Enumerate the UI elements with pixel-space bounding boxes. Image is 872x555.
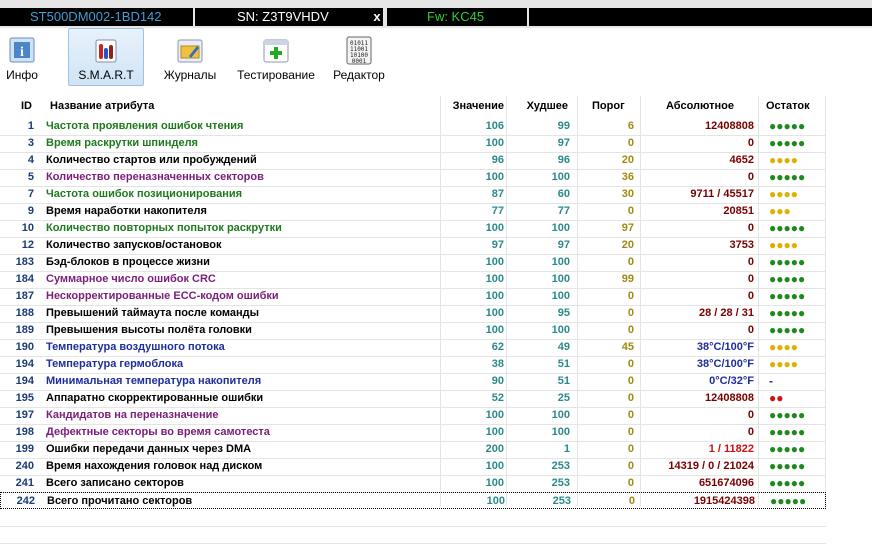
attribute-name: Суммарное число ошибок CRC bbox=[46, 273, 216, 285]
attribute-value: 106 bbox=[485, 120, 504, 132]
table-row[interactable] bbox=[0, 492, 826, 509]
attribute-worst: 96 bbox=[557, 154, 570, 166]
attribute-raw: 651674096 bbox=[698, 477, 754, 489]
attribute-threshold: 0 bbox=[628, 495, 635, 507]
attribute-name: Температура воздушного потока bbox=[46, 341, 225, 353]
attribute-threshold: 45 bbox=[621, 341, 634, 353]
attribute-value: 100 bbox=[486, 495, 505, 507]
attribute-remaining: ●●●●● bbox=[769, 170, 806, 184]
table-row[interactable] bbox=[0, 407, 826, 425]
testing-plus-icon bbox=[260, 34, 292, 66]
attribute-id: 5 bbox=[27, 171, 34, 183]
attribute-value: 38 bbox=[491, 358, 504, 370]
attribute-value: 100 bbox=[485, 460, 504, 472]
attribute-threshold: 20 bbox=[621, 239, 634, 251]
toolbar-testing-label: Тестирование bbox=[237, 68, 315, 82]
table-row[interactable] bbox=[0, 441, 826, 459]
attribute-name: Кандидатов на переназначение bbox=[46, 409, 219, 421]
svg-text:10100: 10100 bbox=[349, 52, 369, 59]
attribute-value: 97 bbox=[491, 239, 504, 251]
attribute-raw: 20851 bbox=[723, 205, 754, 217]
svg-text:i: i bbox=[20, 45, 24, 60]
attribute-id: 4 bbox=[27, 154, 34, 166]
attribute-remaining: ●●● bbox=[769, 204, 791, 218]
attribute-value: 100 bbox=[485, 290, 504, 302]
toolbar-logs-label: Журналы bbox=[163, 68, 217, 82]
attribute-name: Ошибки передачи данных через DMA bbox=[46, 443, 252, 455]
attribute-raw: 4652 bbox=[729, 154, 754, 166]
attribute-worst: 51 bbox=[557, 358, 570, 370]
attribute-raw: 38°C/100°F bbox=[696, 358, 754, 370]
attribute-name: Количество повторных попыток раскрутки bbox=[46, 222, 282, 234]
empty-row bbox=[0, 526, 826, 544]
table-row[interactable] bbox=[0, 373, 826, 391]
attribute-threshold: 0 bbox=[627, 290, 634, 302]
toolbar-testing-button[interactable] bbox=[234, 28, 318, 88]
attribute-name: Время нахождения головок над диском bbox=[46, 460, 263, 472]
toolbar-logs-button[interactable] bbox=[160, 28, 220, 88]
attribute-remaining: ●●●● bbox=[769, 238, 798, 252]
attribute-worst: 60 bbox=[557, 188, 570, 200]
empty-row bbox=[0, 509, 826, 527]
attribute-threshold: 0 bbox=[627, 409, 634, 421]
attribute-name: Время раскрутки шпинделя bbox=[46, 137, 198, 149]
table-row[interactable] bbox=[0, 322, 826, 340]
attribute-threshold: 0 bbox=[627, 307, 634, 319]
svg-text:01011: 01011 bbox=[349, 40, 369, 47]
attribute-raw: 0 bbox=[747, 273, 754, 285]
attribute-remaining: ●●●●● bbox=[769, 476, 806, 490]
toolbar-info-label: Инфо bbox=[6, 68, 38, 82]
table-row[interactable] bbox=[0, 390, 826, 408]
smart-test-tubes-icon bbox=[90, 34, 122, 66]
table-row[interactable] bbox=[0, 356, 826, 374]
attribute-name: Дефектные секторы во время самотеста bbox=[46, 426, 270, 438]
attribute-threshold: 0 bbox=[627, 256, 634, 268]
attribute-remaining: ●●●●● bbox=[769, 221, 806, 235]
attribute-raw: 9711 / 45517 bbox=[690, 188, 754, 200]
attribute-worst: 100 bbox=[551, 426, 570, 438]
attribute-value: 100 bbox=[485, 426, 504, 438]
attribute-id: 7 bbox=[27, 188, 34, 200]
attribute-id: 189 bbox=[15, 324, 34, 336]
attribute-name: Всего записано секторов bbox=[46, 477, 184, 489]
drive-firmware: Fw: KC45 bbox=[387, 8, 527, 26]
attribute-name: Время наработки накопителя bbox=[46, 205, 207, 217]
main-toolbar bbox=[0, 28, 872, 90]
table-row[interactable] bbox=[0, 237, 826, 255]
info-icon bbox=[6, 34, 38, 66]
attribute-id: 240 bbox=[15, 460, 34, 472]
attribute-raw: 0 bbox=[747, 409, 754, 421]
table-row[interactable] bbox=[0, 254, 826, 272]
attribute-value: 100 bbox=[485, 477, 504, 489]
table-row[interactable] bbox=[0, 288, 826, 306]
attribute-worst: 1 bbox=[563, 443, 570, 455]
attribute-worst: 97 bbox=[557, 137, 570, 149]
drive-model: ST500DM002-1BD142 bbox=[0, 8, 193, 26]
attribute-remaining: - bbox=[769, 374, 773, 388]
attribute-threshold: 0 bbox=[627, 392, 634, 404]
table-row[interactable] bbox=[0, 118, 826, 136]
attribute-raw: 0 bbox=[747, 171, 754, 183]
attribute-id: 1 bbox=[27, 120, 34, 132]
attribute-remaining: ●●●● bbox=[769, 340, 798, 354]
attribute-id: 197 bbox=[15, 409, 34, 421]
attribute-threshold: 6 bbox=[627, 120, 634, 132]
attribute-id: 199 bbox=[15, 443, 34, 455]
attribute-id: 190 bbox=[15, 341, 34, 353]
attribute-worst: 95 bbox=[557, 307, 570, 319]
attribute-worst: 77 bbox=[557, 205, 570, 217]
attribute-threshold: 36 bbox=[621, 171, 634, 183]
attribute-worst: 25 bbox=[557, 392, 570, 404]
column-header-id[interactable]: ID bbox=[21, 100, 32, 112]
column-header-name[interactable]: Название атрибута bbox=[50, 100, 155, 112]
attribute-threshold: 0 bbox=[627, 205, 634, 217]
attribute-value: 100 bbox=[485, 409, 504, 421]
attribute-remaining: ●●●●● bbox=[769, 442, 806, 456]
attribute-remaining: ●●●● bbox=[769, 357, 798, 371]
attribute-worst: 100 bbox=[551, 324, 570, 336]
svg-text:11001: 11001 bbox=[349, 46, 369, 53]
attribute-worst: 97 bbox=[557, 239, 570, 251]
attribute-threshold: 0 bbox=[627, 477, 634, 489]
attribute-name: Количество переназначенных секторов bbox=[46, 171, 264, 183]
attribute-raw: 0 bbox=[747, 324, 754, 336]
attribute-threshold: 0 bbox=[627, 137, 634, 149]
attribute-worst: 100 bbox=[551, 171, 570, 183]
table-row[interactable] bbox=[0, 152, 826, 170]
attribute-name: Количество запусков/остановок bbox=[46, 239, 222, 251]
table-row[interactable] bbox=[0, 186, 826, 204]
attribute-raw: 0 bbox=[747, 256, 754, 268]
table-row[interactable] bbox=[0, 135, 826, 153]
attribute-value: 52 bbox=[491, 392, 504, 404]
attribute-id: 9 bbox=[27, 205, 34, 217]
attribute-name: Частота проявления ошибок чтения bbox=[46, 120, 244, 132]
attribute-raw: 38°C/100°F bbox=[696, 341, 754, 353]
attribute-value: 100 bbox=[485, 273, 504, 285]
column-header-threshold[interactable]: Порог bbox=[592, 100, 625, 112]
attribute-worst: 100 bbox=[551, 409, 570, 421]
attribute-threshold: 99 bbox=[621, 273, 634, 285]
attribute-name: Превышения высоты полёта головки bbox=[46, 324, 252, 336]
attribute-name: Минимальная температура накопителя bbox=[46, 375, 262, 387]
table-row[interactable] bbox=[0, 271, 826, 289]
attribute-remaining: ●●●● bbox=[769, 187, 798, 201]
attribute-id: 184 bbox=[15, 273, 34, 285]
attribute-threshold: 0 bbox=[627, 426, 634, 438]
attribute-worst: 99 bbox=[557, 120, 570, 132]
attribute-threshold: 0 bbox=[627, 460, 634, 472]
attribute-threshold: 20 bbox=[621, 154, 634, 166]
attribute-remaining: ●●●●● bbox=[769, 119, 806, 133]
table-row[interactable] bbox=[0, 305, 826, 323]
attribute-remaining: ●●●●● bbox=[769, 289, 806, 303]
toolbar-info-button[interactable] bbox=[0, 28, 44, 88]
attribute-raw: 14319 / 0 / 21024 bbox=[668, 460, 754, 472]
table-row[interactable] bbox=[0, 458, 826, 476]
attribute-name: Превышений таймаута после команды bbox=[46, 307, 260, 319]
attribute-id: 194 bbox=[15, 375, 34, 387]
attribute-value: 100 bbox=[485, 307, 504, 319]
table-row[interactable] bbox=[0, 169, 826, 187]
attribute-raw: 1915424398 bbox=[693, 495, 755, 507]
attribute-id: 12 bbox=[21, 239, 34, 251]
attribute-value: 100 bbox=[485, 324, 504, 336]
attribute-raw: 0 bbox=[747, 222, 754, 234]
toolbar-smart-label: S.M.A.R.T bbox=[78, 68, 134, 82]
attribute-id: 10 bbox=[21, 222, 34, 234]
attribute-value: 100 bbox=[485, 256, 504, 268]
attribute-value: 200 bbox=[485, 443, 504, 455]
column-header-value[interactable]: Значение bbox=[452, 100, 504, 112]
attribute-value: 100 bbox=[485, 222, 504, 234]
attribute-value: 100 bbox=[485, 137, 504, 149]
attribute-value: 77 bbox=[491, 205, 504, 217]
attribute-worst: 253 bbox=[552, 495, 571, 507]
attribute-raw: 0 bbox=[747, 137, 754, 149]
attribute-worst: 100 bbox=[551, 256, 570, 268]
attribute-id: 241 bbox=[15, 477, 34, 489]
attribute-remaining: ●●●●● bbox=[769, 272, 806, 286]
drive-serial: SN: Z3T9VHDV bbox=[195, 8, 383, 26]
attribute-remaining: ●●●●● bbox=[769, 323, 806, 337]
attribute-name: Температура гермоблока bbox=[46, 358, 184, 370]
attribute-worst: 253 bbox=[551, 477, 570, 489]
attribute-worst: 49 bbox=[557, 341, 570, 353]
attribute-worst: 100 bbox=[551, 273, 570, 285]
attribute-name: Количество стартов или пробуждений bbox=[46, 154, 257, 166]
attribute-threshold: 0 bbox=[627, 358, 634, 370]
attribute-value: 87 bbox=[491, 188, 504, 200]
attribute-value: 90 bbox=[491, 375, 504, 387]
table-row[interactable] bbox=[0, 475, 826, 493]
attribute-name: Всего прочитано секторов bbox=[47, 495, 193, 507]
attribute-threshold: 0 bbox=[627, 324, 634, 336]
attribute-raw: 12408808 bbox=[705, 392, 754, 404]
attribute-remaining: ●●●●● bbox=[769, 306, 806, 320]
attribute-id: 242 bbox=[16, 495, 35, 507]
table-row[interactable] bbox=[0, 220, 826, 238]
attribute-raw: 12408808 bbox=[705, 120, 754, 132]
attribute-remaining: ●●●● bbox=[769, 153, 798, 167]
attribute-threshold: 0 bbox=[627, 443, 634, 455]
infobar-fill bbox=[529, 8, 872, 26]
attribute-remaining: ●●●●● bbox=[769, 459, 806, 473]
attribute-name: Аппаратно скорректированные ошибки bbox=[46, 392, 264, 404]
table-row[interactable] bbox=[0, 339, 826, 357]
attribute-name: Частота ошибок позиционирования bbox=[46, 188, 243, 200]
table-row[interactable] bbox=[0, 424, 826, 442]
attribute-remaining: ●●●●● bbox=[769, 136, 806, 150]
attribute-id: 187 bbox=[15, 290, 34, 302]
close-drive-button[interactable]: x bbox=[373, 9, 381, 24]
drive-info-bar bbox=[0, 0, 872, 28]
attribute-id: 194 bbox=[15, 358, 34, 370]
attribute-id: 188 bbox=[15, 307, 34, 319]
attribute-raw: 1 / 11822 bbox=[708, 443, 754, 455]
toolbar-smart-button[interactable] bbox=[68, 28, 144, 88]
svg-text:0001: 0001 bbox=[351, 58, 367, 65]
attribute-worst: 51 bbox=[557, 375, 570, 387]
attribute-raw: 0°C/32°F bbox=[709, 375, 754, 387]
editor-binary-icon bbox=[343, 34, 375, 66]
column-header-remaining[interactable]: Остаток bbox=[766, 100, 810, 112]
attribute-value: 96 bbox=[491, 154, 504, 166]
attribute-remaining: ●● bbox=[769, 391, 784, 405]
attribute-threshold: 97 bbox=[621, 222, 634, 234]
attribute-value: 62 bbox=[491, 341, 504, 353]
attribute-worst: 253 bbox=[551, 460, 570, 472]
attribute-worst: 100 bbox=[551, 222, 570, 234]
attribute-raw: 28 / 28 / 31 bbox=[698, 307, 754, 319]
attribute-name: Бэд-блоков в процессе жизни bbox=[46, 256, 210, 268]
attribute-id: 183 bbox=[15, 256, 34, 268]
attribute-remaining: ●●●●● bbox=[770, 494, 807, 508]
attribute-threshold: 0 bbox=[627, 375, 634, 387]
attribute-raw: 0 bbox=[747, 426, 754, 438]
attribute-threshold: 30 bbox=[621, 188, 634, 200]
attribute-worst: 100 bbox=[551, 290, 570, 302]
logs-folder-icon bbox=[174, 34, 206, 66]
attribute-raw: 0 bbox=[747, 290, 754, 302]
column-header-worst[interactable]: Худшее bbox=[526, 100, 568, 112]
toolbar-editor-label: Редактор bbox=[333, 68, 385, 82]
attribute-id: 195 bbox=[15, 392, 34, 404]
attribute-value: 100 bbox=[485, 171, 504, 183]
attribute-raw: 3753 bbox=[729, 239, 754, 251]
toolbar-editor-button[interactable] bbox=[330, 28, 388, 88]
table-row[interactable] bbox=[0, 203, 826, 221]
attribute-remaining: ●●●●● bbox=[769, 425, 806, 439]
attribute-remaining: ●●●●● bbox=[769, 408, 806, 422]
attribute-name: Нескорректированные ECC-кодом ошибки bbox=[46, 290, 279, 302]
attribute-id: 3 bbox=[27, 137, 34, 149]
column-header-raw[interactable]: Абсолютное bbox=[666, 100, 734, 112]
attribute-id: 198 bbox=[15, 426, 34, 438]
attribute-remaining: ●●●●● bbox=[769, 255, 806, 269]
